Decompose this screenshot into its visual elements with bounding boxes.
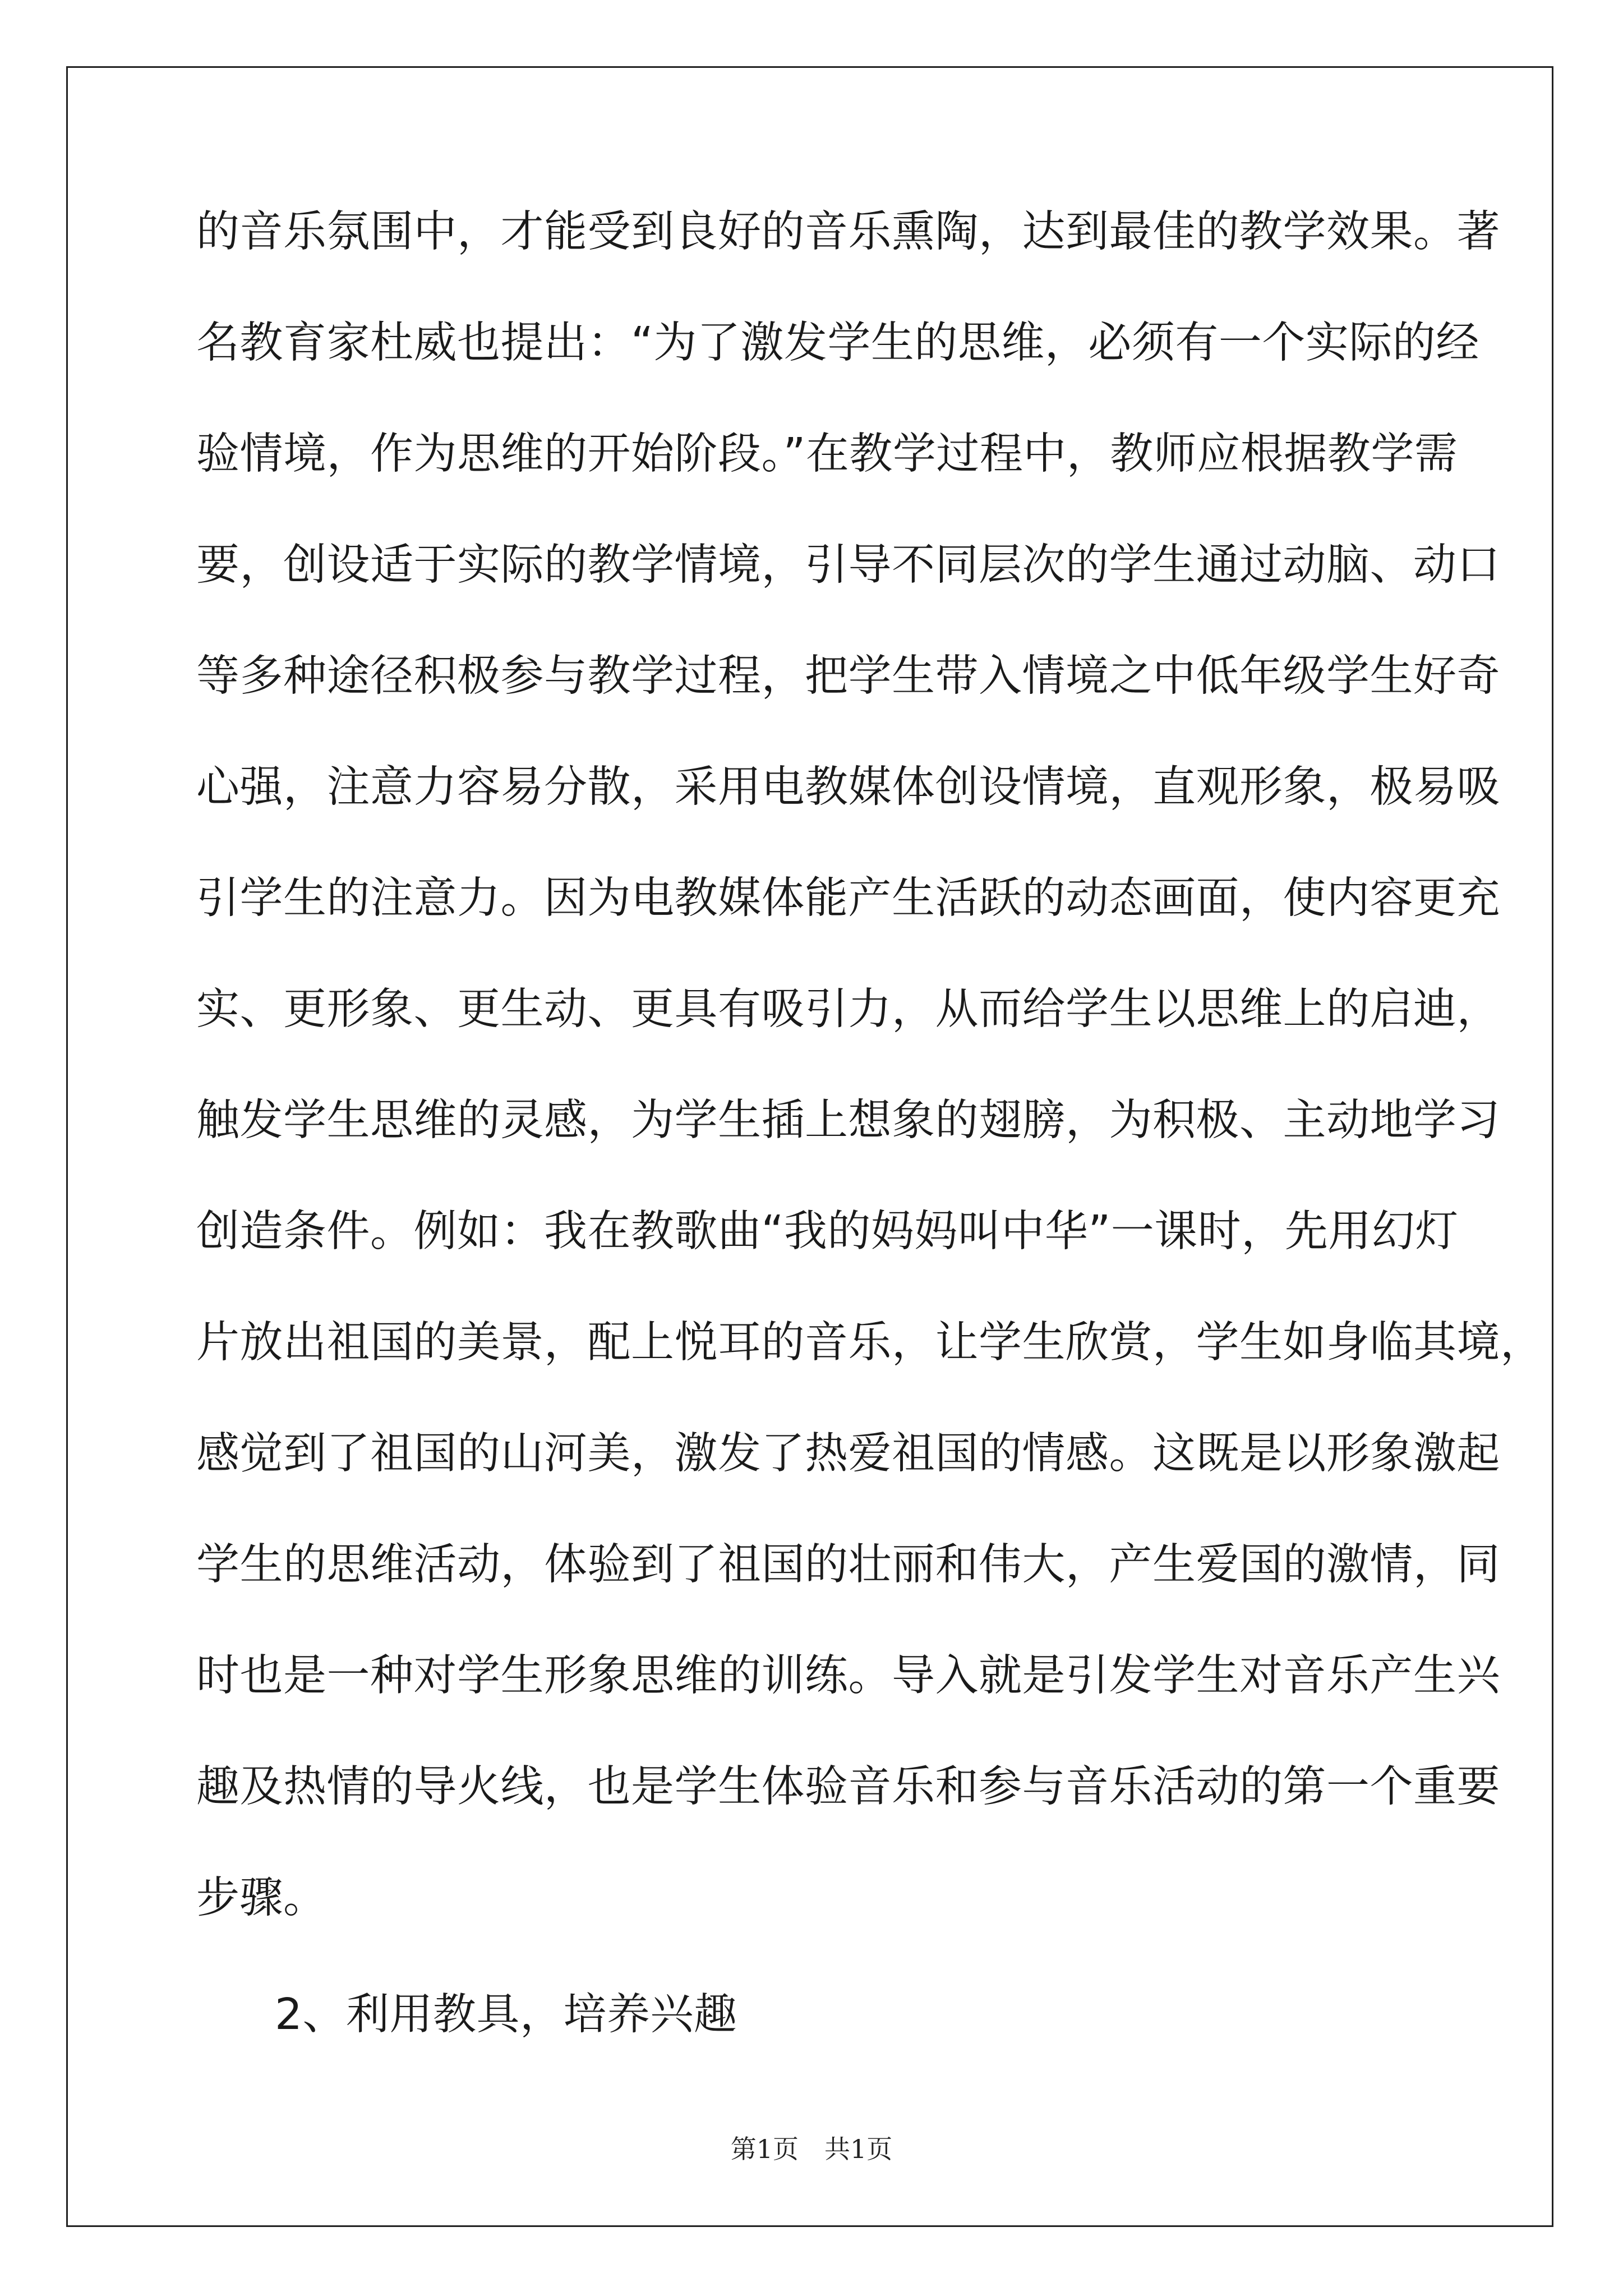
page-number-current: 第1页 xyxy=(730,2134,799,2164)
text-line: 要，创设适于实际的教学情境，引导不同层次的学生通过动脑、动口 xyxy=(196,540,1500,590)
text-line: 等多种途径积极参与教学过程，把学生带入情境之中低年级学生好奇 xyxy=(196,651,1500,701)
text-line: 名教育家杜威也提出：“为了激发学生的思维，必须有一个实际的经 xyxy=(196,318,1479,368)
text-line: 的音乐氛围中，才能受到良好的音乐熏陶，达到最佳的教学效果。著 xyxy=(196,207,1500,257)
text-line: 趣及热情的导火线，也是学生体验音乐和参与音乐活动的第一个重要 xyxy=(196,1762,1500,1812)
text-line: 感觉到了祖国的山河美，激发了热爱祖国的情感。这既是以形象激起 xyxy=(196,1429,1500,1479)
section-heading: 2、利用教具，培养兴趣 xyxy=(275,1990,737,2040)
document-body xyxy=(196,177,1544,2070)
text-line: 实、更形象、更生动、更具有吸引力，从而给学生以思维上的启迪， xyxy=(196,984,1500,1034)
text-line: 学生的思维活动，体验到了祖国的壮丽和伟大，产生爱国的激情，同 xyxy=(196,1540,1500,1590)
text-line: 创造条件。例如：我在教歌曲“我的妈妈叫中华”一课时，先用幻灯 xyxy=(196,1207,1459,1257)
page-number-total: 共1页 xyxy=(824,2134,893,2164)
text-line: 时也是一种对学生形象思维的训练。导入就是引发学生对音乐产生兴 xyxy=(196,1651,1500,1701)
text-line: 引学生的注意力。因为电教媒体能产生活跃的动态画面，使内容更充 xyxy=(196,873,1500,923)
text-line: 验情境，作为思维的开始阶段。”在教学过程中，教师应根据教学需 xyxy=(196,429,1458,479)
text-line: 触发学生思维的灵感，为学生插上想象的翅膀，为积极、主动地学习 xyxy=(196,1096,1500,1145)
text-line: 心强，注意力容易分散，采用电教媒体创设情境，直观形象，极易吸 xyxy=(196,762,1500,812)
page-footer xyxy=(0,2129,1623,2166)
text-line: 片放出祖国的美景，配上悦耳的音乐，让学生欣赏，学生如身临其境， xyxy=(196,1318,1544,1368)
text-line: 步骤。 xyxy=(196,1873,327,1923)
